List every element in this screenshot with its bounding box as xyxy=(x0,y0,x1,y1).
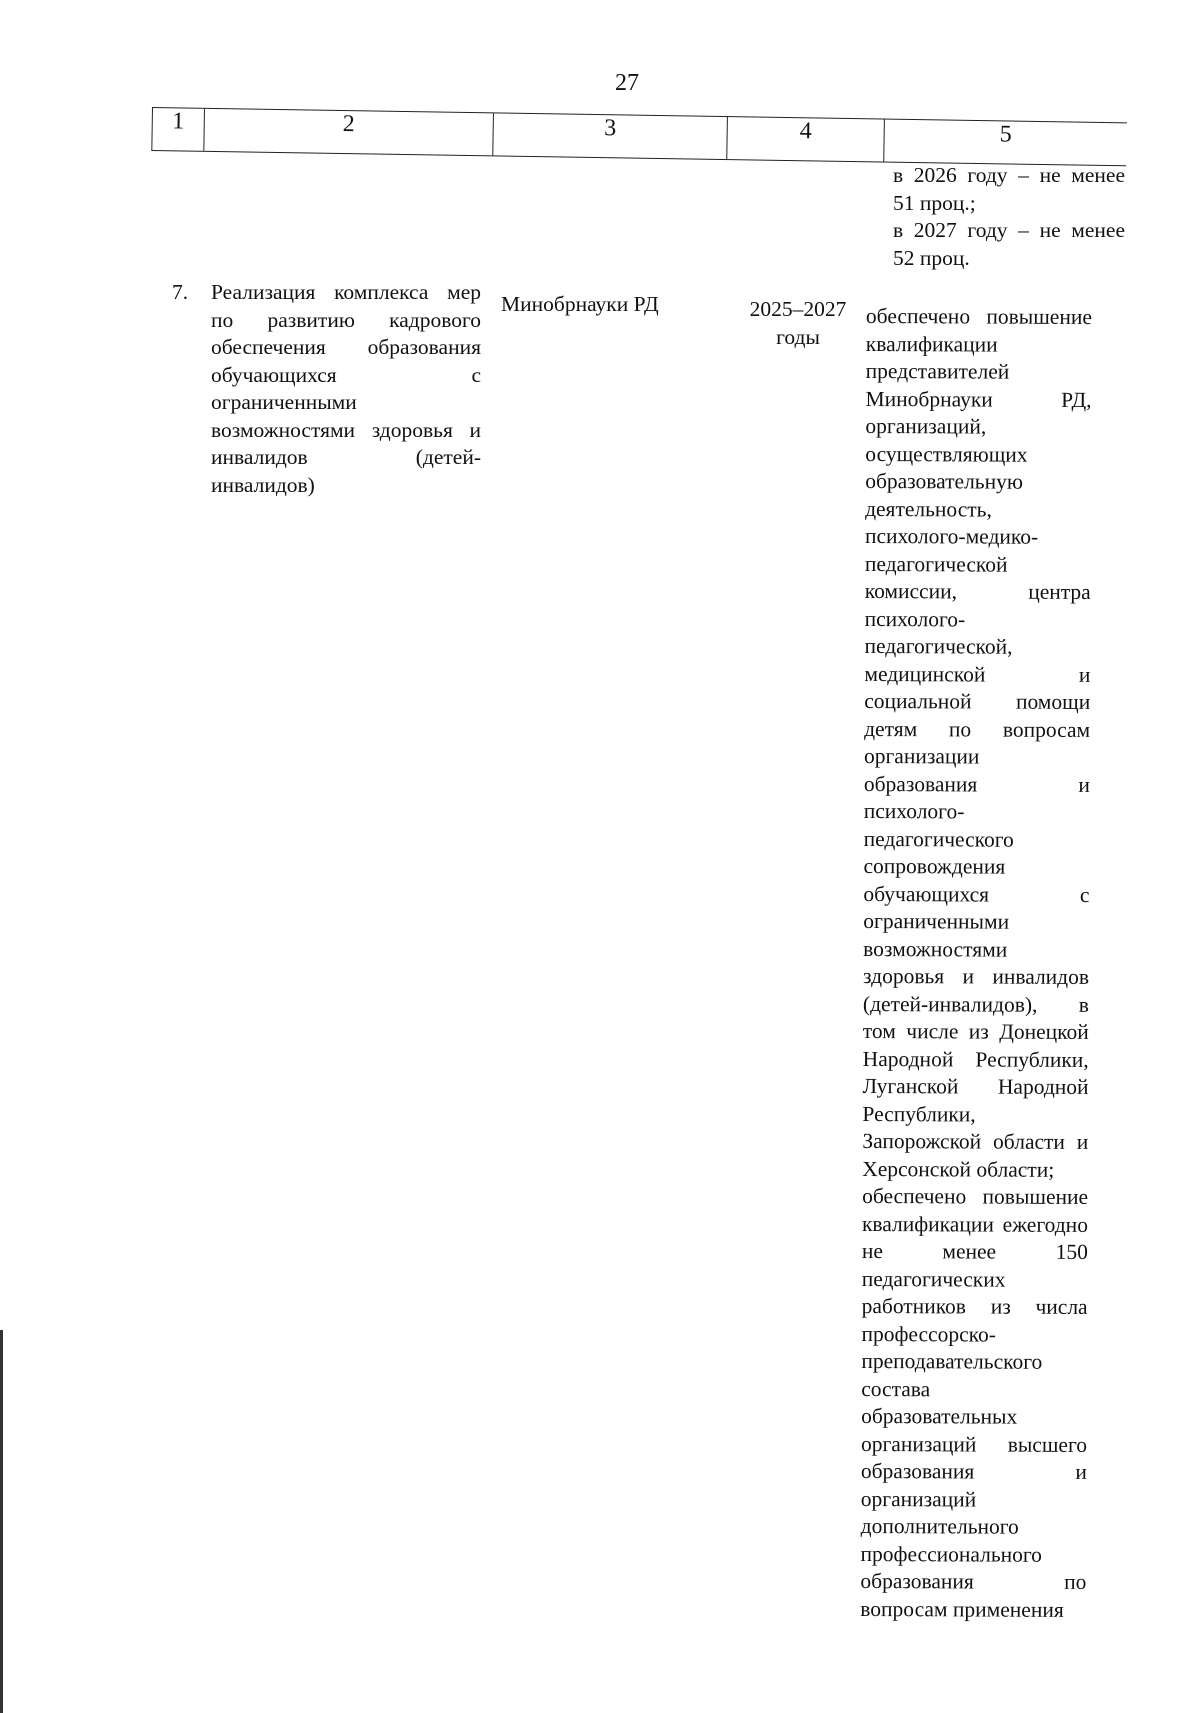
result-paragraph: обеспечено повышение квалификации представителей Минобрнауки РД, организаций, осуществляющих образовательную деятельность, психолого-медико-педагогической комиссии, центра психолого-педагогической, медицинской и социальной помощи детям по вопросам организации образования и психолого-педагогического сопровождения обучающихся с ограниченными возможностями здоровья и инвалидов (детей-инвалидов), в том числе из Донецкой Народной Республики, Луганской Народной Республики, Запорожской области и Херсонской области; xyxy=(862,304,1092,1182)
scan-edge xyxy=(0,1330,3,1713)
period: 2025–2027 годы xyxy=(749,297,847,349)
row-number: 7. xyxy=(172,280,189,304)
header-col-1: 1 xyxy=(151,108,204,151)
page-number: 27 xyxy=(615,70,639,96)
table-header xyxy=(151,107,1127,166)
header-col-4: 4 xyxy=(726,117,884,161)
continuation-line: в 2027 году – не менее 52 проц. xyxy=(893,218,1125,270)
header-col-2: 2 xyxy=(203,109,493,156)
executor: Минобрнауки РД xyxy=(501,292,659,316)
result-paragraph: обеспечено повышение квалификации ежегодно не менее 150 педагогических работников из числа профессорско-преподавательского состава образовательных организаций высшего образования и организаций дополнительного профессионального образования по вопросам применения xyxy=(860,1183,1089,1622)
header-col-5: 5 xyxy=(883,119,1127,165)
header-col-3: 3 xyxy=(492,113,727,159)
continuation-line: в 2026 году – не менее 51 проц.; xyxy=(893,163,1125,215)
task-description: Реализация комплекса мер по развитию кадрового обеспечения образования обучающихся с ограниченными возможностями здоровья и инвалидов (детей-инвалидов) xyxy=(211,280,481,497)
expected-results xyxy=(860,303,1092,1624)
continuation-col5 xyxy=(893,162,1125,272)
